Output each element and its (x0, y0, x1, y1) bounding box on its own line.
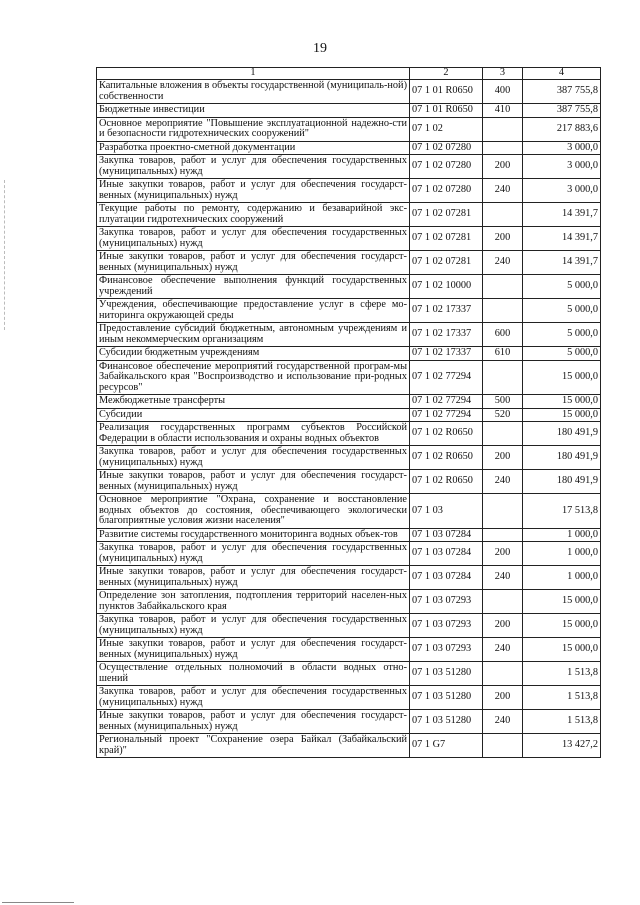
row-name-cell: Разработка проектно-сметной документации (97, 141, 410, 155)
row-code-cell: 07 1 03 (410, 494, 483, 529)
row-amount-cell: 5 000,0 (523, 323, 601, 347)
row-expense-type-cell: 400 (483, 80, 523, 104)
row-amount-cell: 3 000,0 (523, 155, 601, 179)
row-expense-type-cell: 610 (483, 347, 523, 361)
table-row (97, 408, 601, 422)
row-expense-type-cell (483, 117, 523, 141)
page-number: 19 (313, 41, 327, 56)
row-expense-type-cell: 520 (483, 408, 523, 422)
row-code-cell: 07 1 03 51280 (410, 686, 483, 710)
row-amount-cell: 1 000,0 (523, 542, 601, 566)
table-header-row (97, 68, 601, 80)
row-expense-type-cell (483, 422, 523, 446)
table-row (97, 494, 601, 529)
table-row (97, 734, 601, 758)
row-name-cell: Закупка товаров, работ и услуг для обеспечения государственных (муниципальных) нужд (97, 155, 410, 179)
table-row (97, 155, 601, 179)
row-amount-cell: 3 000,0 (523, 141, 601, 155)
table-row (97, 299, 601, 323)
table-row (97, 323, 601, 347)
row-expense-type-cell (483, 203, 523, 227)
row-code-cell: 07 1 03 07293 (410, 614, 483, 638)
row-amount-cell: 3 000,0 (523, 179, 601, 203)
row-name-cell: Региональный проект "Сохранение озера Байкал (Забайкальский край)" (97, 734, 410, 758)
table-row (97, 614, 601, 638)
table-row (97, 662, 601, 686)
row-code-cell: 07 1 02 10000 (410, 275, 483, 299)
row-name-cell: Иные закупки товаров, работ и услуг для обеспечения государст-венных (муниципальных) нужд (97, 251, 410, 275)
row-name-cell: Закупка товаров, работ и услуг для обеспечения государственных (муниципальных) нужд (97, 227, 410, 251)
row-code-cell: 07 1 03 07284 (410, 566, 483, 590)
row-code-cell: 07 1 02 77294 (410, 360, 483, 395)
row-amount-cell: 15 000,0 (523, 590, 601, 614)
row-name-cell: Финансовое обеспечение выполнения функций государственных учреждений (97, 275, 410, 299)
row-expense-type-cell: 410 (483, 104, 523, 118)
row-amount-cell: 5 000,0 (523, 275, 601, 299)
row-amount-cell: 5 000,0 (523, 347, 601, 361)
row-amount-cell: 180 491,9 (523, 470, 601, 494)
row-expense-type-cell: 200 (483, 227, 523, 251)
row-code-cell: 07 1 03 07284 (410, 542, 483, 566)
row-code-cell: 07 1 02 07281 (410, 251, 483, 275)
row-code-cell: 07 1 03 07293 (410, 590, 483, 614)
row-expense-type-cell: 500 (483, 395, 523, 409)
row-expense-type-cell (483, 662, 523, 686)
row-name-cell: Бюджетные инвестиции (97, 104, 410, 118)
row-expense-type-cell (483, 494, 523, 529)
row-name-cell: Закупка товаров, работ и услуг для обеспечения государственных (муниципальных) нужд (97, 614, 410, 638)
row-amount-cell: 15 000,0 (523, 360, 601, 395)
row-name-cell: Текущие работы по ремонту, содержанию и безаварийной экс-плуатации гидротехнических сооружений (97, 203, 410, 227)
row-expense-type-cell: 240 (483, 251, 523, 275)
table-row (97, 360, 601, 395)
row-amount-cell: 13 427,2 (523, 734, 601, 758)
row-amount-cell: 180 491,9 (523, 446, 601, 470)
row-name-cell: Предоставление субсидий бюджетным, автономным учреждениям и иным некоммерческим организациям (97, 323, 410, 347)
row-code-cell: 07 1 03 51280 (410, 662, 483, 686)
row-code-cell: 07 1 01 R0650 (410, 104, 483, 118)
row-code-cell: 07 1 01 R0650 (410, 80, 483, 104)
row-name-cell: Иные закупки товаров, работ и услуг для обеспечения государст-венных (муниципальных) нужд (97, 710, 410, 734)
footnote-rule (2, 902, 74, 903)
row-code-cell: 07 1 02 07281 (410, 203, 483, 227)
row-name-cell: Субсидии бюджетным учреждениям (97, 347, 410, 361)
row-name-cell: Определение зон затопления, подтопления территорий населен-ных пунктов Забайкальского края (97, 590, 410, 614)
row-name-cell: Субсидии (97, 408, 410, 422)
row-expense-type-cell: 240 (483, 566, 523, 590)
row-expense-type-cell: 200 (483, 686, 523, 710)
row-code-cell: 07 1 02 17337 (410, 347, 483, 361)
row-code-cell: 07 1 02 07280 (410, 179, 483, 203)
row-expense-type-cell (483, 590, 523, 614)
row-expense-type-cell: 200 (483, 446, 523, 470)
row-amount-cell: 387 755,8 (523, 104, 601, 118)
table-row (97, 395, 601, 409)
row-amount-cell: 17 513,8 (523, 494, 601, 529)
table-row (97, 104, 601, 118)
row-amount-cell: 14 391,7 (523, 227, 601, 251)
row-code-cell: 07 1 02 17337 (410, 299, 483, 323)
row-name-cell: Иные закупки товаров, работ и услуг для обеспечения государст-венных (муниципальных) нужд (97, 179, 410, 203)
row-amount-cell: 180 491,9 (523, 422, 601, 446)
table-row (97, 446, 601, 470)
row-expense-type-cell (483, 360, 523, 395)
row-amount-cell: 15 000,0 (523, 638, 601, 662)
row-code-cell: 07 1 03 07284 (410, 528, 483, 542)
table-row (97, 141, 601, 155)
row-code-cell: 07 1 02 R0650 (410, 446, 483, 470)
row-name-cell: Закупка товаров, работ и услуг для обеспечения государственных (муниципальных) нужд (97, 542, 410, 566)
row-name-cell: Закупка товаров, работ и услуг для обеспечения государственных (муниципальных) нужд (97, 446, 410, 470)
row-code-cell: 07 1 02 07280 (410, 141, 483, 155)
row-amount-cell: 1 000,0 (523, 528, 601, 542)
row-code-cell: 07 1 02 R0650 (410, 470, 483, 494)
row-code-cell: 07 1 02 R0650 (410, 422, 483, 446)
table-row (97, 590, 601, 614)
row-name-cell: Иные закупки товаров, работ и услуг для обеспечения государст-венных (муниципальных) нужд (97, 566, 410, 590)
table-row (97, 686, 601, 710)
row-name-cell: Основное мероприятие "Охрана, сохранение и восстановление водных объектов до состояния, обеспечивающего экологически благоприятные условия жизни населения" (97, 494, 410, 529)
row-amount-cell: 1 000,0 (523, 566, 601, 590)
table-row (97, 542, 601, 566)
row-amount-cell: 15 000,0 (523, 408, 601, 422)
row-amount-cell: 5 000,0 (523, 299, 601, 323)
table-row (97, 710, 601, 734)
row-name-cell: Осуществление отдельных полномочий в области водных отно-шений (97, 662, 410, 686)
table-row (97, 179, 601, 203)
table-row (97, 251, 601, 275)
row-amount-cell: 387 755,8 (523, 80, 601, 104)
row-code-cell: 07 1 02 77294 (410, 395, 483, 409)
row-code-cell: 07 1 02 07280 (410, 155, 483, 179)
margin-mark (4, 180, 6, 330)
row-amount-cell: 14 391,7 (523, 251, 601, 275)
row-name-cell: Развитие системы государственного мониторинга водных объек-тов (97, 528, 410, 542)
table-row (97, 422, 601, 446)
row-expense-type-cell (483, 275, 523, 299)
row-name-cell: Межбюджетные трансферты (97, 395, 410, 409)
row-code-cell: 07 1 02 17337 (410, 323, 483, 347)
row-expense-type-cell: 200 (483, 614, 523, 638)
row-code-cell: 07 1 03 51280 (410, 710, 483, 734)
row-amount-cell: 1 513,8 (523, 662, 601, 686)
table-row (97, 227, 601, 251)
row-expense-type-cell (483, 141, 523, 155)
table-row (97, 470, 601, 494)
row-expense-type-cell: 240 (483, 179, 523, 203)
row-expense-type-cell (483, 299, 523, 323)
row-amount-cell: 14 391,7 (523, 203, 601, 227)
row-amount-cell: 15 000,0 (523, 614, 601, 638)
row-expense-type-cell: 200 (483, 155, 523, 179)
row-name-cell: Финансовое обеспечение мероприятий государственной програм-мы Забайкальского края "Воспроизводство и использование при-родных ресурсов" (97, 360, 410, 395)
row-code-cell: 07 1 02 07281 (410, 227, 483, 251)
header-col-4: 4 (523, 68, 601, 80)
table-row (97, 203, 601, 227)
table-row (97, 117, 601, 141)
row-name-cell: Учреждения, обеспечивающие предоставление услуг в сфере мо-ниторинга окружающей среды (97, 299, 410, 323)
row-code-cell: 07 1 02 (410, 117, 483, 141)
table-row (97, 638, 601, 662)
row-name-cell: Иные закупки товаров, работ и услуг для обеспечения государст-венных (муниципальных) нужд (97, 470, 410, 494)
row-code-cell: 07 1 03 07293 (410, 638, 483, 662)
row-amount-cell: 217 883,6 (523, 117, 601, 141)
row-expense-type-cell: 240 (483, 470, 523, 494)
budget-table (96, 67, 601, 758)
header-col-1: 1 (97, 68, 410, 80)
table-row (97, 528, 601, 542)
row-amount-cell: 1 513,8 (523, 710, 601, 734)
row-name-cell: Капитальные вложения в объекты государственной (муниципаль-ной) собственности (97, 80, 410, 104)
row-name-cell: Реализация государственных программ субъектов Российской Федерации в области использования и охраны водных объектов (97, 422, 410, 446)
table-row (97, 566, 601, 590)
row-name-cell: Основное мероприятие "Повышение эксплуатационной надежно-сти и безопасности гидротехнических сооружений" (97, 117, 410, 141)
row-expense-type-cell: 240 (483, 710, 523, 734)
table-row (97, 80, 601, 104)
row-expense-type-cell: 600 (483, 323, 523, 347)
row-expense-type-cell: 200 (483, 542, 523, 566)
row-expense-type-cell (483, 734, 523, 758)
row-expense-type-cell (483, 528, 523, 542)
row-expense-type-cell: 240 (483, 638, 523, 662)
header-col-3: 3 (483, 68, 523, 80)
row-name-cell: Иные закупки товаров, работ и услуг для обеспечения государст-венных (муниципальных) нужд (97, 638, 410, 662)
table-row (97, 347, 601, 361)
table-row (97, 275, 601, 299)
row-name-cell: Закупка товаров, работ и услуг для обеспечения государственных (муниципальных) нужд (97, 686, 410, 710)
header-col-2: 2 (410, 68, 483, 80)
row-code-cell: 07 1 G7 (410, 734, 483, 758)
row-code-cell: 07 1 02 77294 (410, 408, 483, 422)
row-amount-cell: 1 513,8 (523, 686, 601, 710)
row-amount-cell: 15 000,0 (523, 395, 601, 409)
